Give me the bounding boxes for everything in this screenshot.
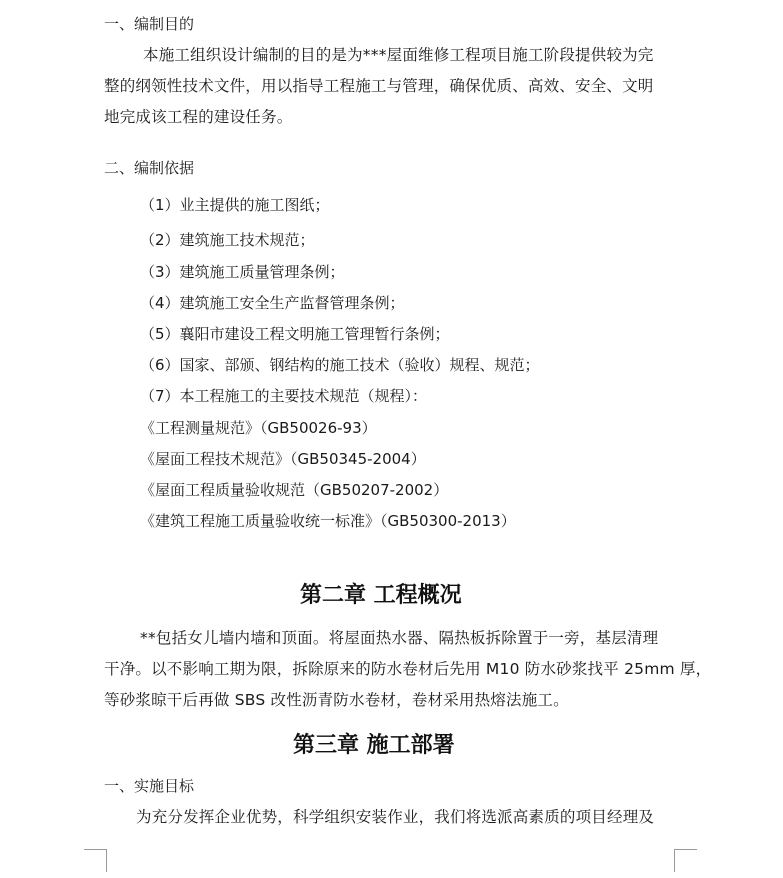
- section-heading-target: 一、实施目标: [104, 777, 195, 795]
- chapter-title-deployment: 第三章 施工部署: [293, 732, 455, 758]
- overview-paragraph-line-1: **包括女儿墙内墙和顶面。将屋面热水器、隔热板拆除置于一旁，基层清理: [140, 629, 659, 647]
- purpose-paragraph-line-3: 地完成该工程的建设任务。: [104, 108, 293, 126]
- basis-item-1: （1）业主提供的施工图纸；: [140, 196, 330, 214]
- standard-item-2: 《屋面工程技术规范》（GB50345-2004）: [140, 450, 426, 468]
- standard-item-3: 《屋面工程质量验收规范（GB50207-2002）: [140, 481, 449, 499]
- target-paragraph-line-1: 为充分发挥企业优势，科学组织安装作业，我们将选派高素质的项目经理及: [136, 808, 655, 826]
- basis-item-3: （3）建筑施工质量管理条例；: [140, 263, 345, 281]
- section-heading-basis: 二、编制依据: [104, 159, 195, 177]
- basis-item-4: （4）建筑施工安全生产监督管理条例；: [140, 294, 405, 312]
- basis-item-6: （6）国家、部颁、钢结构的施工技术（验收）规程、规范；: [140, 356, 540, 374]
- purpose-paragraph-line-2: 整的纲领性技术文件，用以指导工程施工与管理，确保优质、高效、安全、文明: [104, 77, 654, 95]
- overview-paragraph-line-3: 等砂浆晾干后再做 SBS 改性沥青防水卷材，卷材采用热熔法施工。: [104, 691, 569, 709]
- chapter-title-overview: 第二章 工程概况: [300, 582, 462, 608]
- page-corner-mark-left: [84, 849, 107, 872]
- standard-item-4: 《建筑工程施工质量验收统一标准》（GB50300-2013）: [140, 512, 516, 530]
- standard-item-1: 《工程测量规范》（GB50026-93）: [140, 419, 377, 437]
- basis-item-5: （5）襄阳市建设工程文明施工管理暂行条例；: [140, 325, 450, 343]
- purpose-paragraph-line-1: 本施工组织设计编制的目的是为***屋面维修工程项目施工阶段提供较为完: [143, 46, 654, 64]
- basis-item-2: （2）建筑施工技术规范；: [140, 231, 315, 249]
- basis-item-7: （7）本工程施工的主要技术规范（规程）：: [140, 387, 428, 405]
- page-corner-mark-right: [674, 849, 697, 872]
- section-heading-purpose: 一、编制目的: [104, 15, 195, 33]
- overview-paragraph-line-2: 干净。以不影响工期为限，拆除原来的防水卷材后先用 M10 防水砂浆找平 25mm 厚，: [104, 660, 712, 678]
